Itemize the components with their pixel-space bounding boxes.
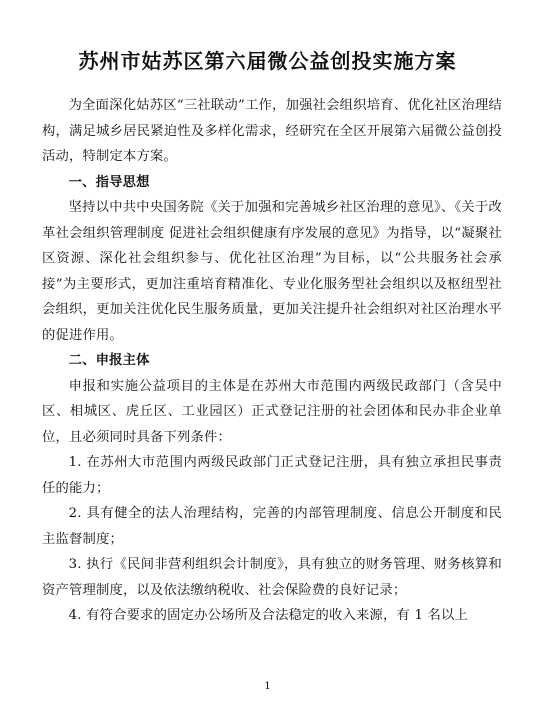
guiding-ideology-paragraph: 坚持以中共中央国务院《关于加强和完善城乡社区治理的意见》、《关于改革社会组织管理制度 促进社会组织健康有序发展的意见》为指导，以“凝聚社区资源、深化社会组织参与、优化社区治理”为目标，以“公共服务社会承接”为主要形式，更加注重培育精准化、专业化服务型社会组织以及枢纽型社会组织，更加关注优化民生服务质量，更加关注提升社会组织对社区治理水平的促进作用。 <box>42 200 502 343</box>
page-number: 1 <box>264 681 271 692</box>
condition-item-3: 3. 执行《民间非营利组织会计制度》，具有独立的财务管理、财务核算和资产管理制度，以及依法缴纳税收、社会保险费的良好记录； <box>42 557 502 598</box>
condition-item-2: 2. 具有健全的法人治理结构，完善的内部管理制度、信息公开制度和民主监督制度； <box>42 506 502 547</box>
intro-paragraph: 为全面深化姑苏区“三社联动”工作，加强社会组织培育、优化社区治理结构，满足城乡居民紧迫性及多样化需求，经研究在全区开展第六届微公益创投活动，特制定本方案。 <box>42 98 502 164</box>
applicant-paragraph: 申报和实施公益项目的主体是在苏州大市范围内两级民政部门（含吴中区、相城区、虎丘区、工业园区）正式登记注册的社会团体和民办非企业单位，且必须同时具备下列条件： <box>42 378 502 445</box>
document-title: 苏州市姑苏区第六届微公益创投实施方案 <box>78 49 457 73</box>
condition-item-1: 1. 在苏州大市范围内两级民政部门正式登记注册，具有独立承担民事责任的能力； <box>42 455 502 496</box>
section-heading-guiding-ideology: 一、指导思想 <box>68 174 150 190</box>
section-heading-applicant: 二、申报主体 <box>68 353 150 368</box>
condition-item-4: 4. 有符合要求的固定办公场所及合法稳定的收入来源，有 1 名以上 <box>68 608 469 623</box>
document-body <box>42 93 502 629</box>
